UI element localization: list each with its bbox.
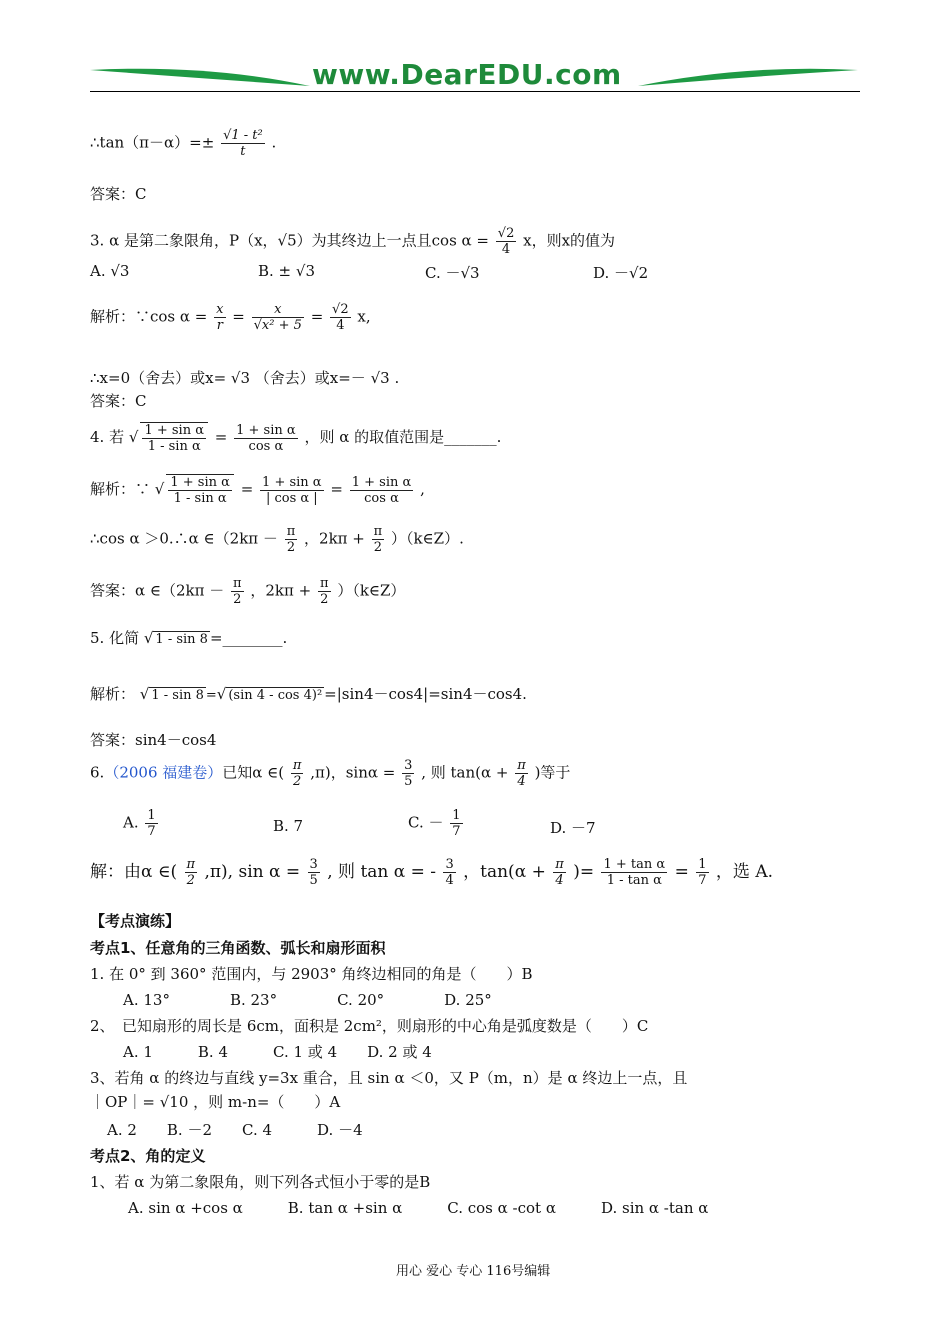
text: , [420, 480, 425, 498]
text: )等于 [534, 763, 571, 782]
solution-3 [90, 302, 371, 333]
q3-option-a: A. √3 [90, 262, 130, 280]
header-brand-logo: www.DearEDU.com [312, 58, 622, 91]
question-4 [90, 422, 501, 454]
text: ,π), sin α = [204, 862, 301, 882]
q6-option-c: C. － $\frac{1}{7}$ [408, 808, 461, 839]
exercise-1-options: A. 13° B. 23° C. 20° D. 25° [123, 991, 492, 1009]
text: =________. [209, 629, 288, 647]
fraction: $\frac{3}{4}$ [445, 857, 454, 888]
fraction: $\frac{√2}{4}$ [497, 226, 515, 257]
text: = [674, 862, 689, 882]
fraction: $\frac{x}{r}$ [216, 302, 224, 333]
exercise-2-options: A. 1 B. 4 C. 1 或 4 D. 2 或 4 [123, 1043, 432, 1061]
left-swoosh-decoration [88, 60, 313, 90]
fraction: $\frac{\text{1 + sin α}}{\text{| cos α |}}$ [262, 474, 322, 506]
text: ，2kπ + [250, 581, 312, 600]
sqrt-expression: √ $\frac{\text{1 + sin α}}{\text{1 - sin α}}$ [155, 474, 236, 506]
fraction: $\frac{\text{1 + sin α}}{\text{cos α}}$ [351, 474, 412, 506]
q6-option-d: D. －7 [550, 819, 596, 837]
answer-3: 答案：C [90, 392, 147, 410]
solution-6 [90, 857, 773, 888]
text: 5. 化简 [90, 629, 140, 647]
fraction: $\frac{\pi}{2}$ [233, 576, 242, 607]
radicand: 1 - sin 8 [155, 632, 208, 647]
solution-4 [90, 474, 425, 506]
text: =|sin4－cos4|=sin4－cos4. [324, 685, 527, 703]
radicand: 1 - sin 8 [151, 688, 204, 703]
exercise-3-cont: ｜OP｜= √10 ，则 m-n=（ ）A [90, 1093, 341, 1111]
header-rule [90, 91, 860, 92]
q6-option-b: B. 7 [273, 817, 304, 835]
text: ）（k∈Z）. [390, 529, 464, 548]
text: 已知α ∈( [222, 763, 285, 782]
fraction: $\frac{\pi}{2}$ [286, 524, 296, 555]
text: 解析： [90, 685, 136, 703]
text: 6. [90, 763, 105, 782]
fraction: $\frac{\pi}{2}$ [373, 524, 383, 555]
fraction: $\frac{\pi}{2}$ [319, 576, 329, 607]
text: = [310, 307, 324, 326]
text: 4. 若 [90, 428, 125, 446]
text: ，2kπ + [304, 529, 365, 548]
q3-option-c: C. －√3 [425, 264, 480, 282]
question-5: 5. 化简 √ 1 - sin 8 =________. [90, 629, 288, 647]
text: ）（k∈Z） [337, 581, 406, 600]
solution-3-conclusion: ∴x=0（舍去）或x= √3 （舍去）或x=－ √3 . [90, 369, 400, 387]
source-link[interactable]: （2006 福建卷） [104, 763, 223, 782]
question-6 [90, 758, 570, 789]
answer-5: 答案：sin4－cos4 [90, 731, 217, 749]
text: x, [357, 307, 371, 326]
fraction: $\frac{\text{1 + sin α}}{\text{cos α}}$ [236, 422, 296, 454]
section-heading: 【考点演练】 [90, 912, 181, 930]
kaodian-1-heading: 考点1、任意角的三角函数、弧长和扇形面积 [90, 939, 386, 957]
fraction: $\frac{3}{5}$ [309, 857, 318, 888]
answer-4 [90, 576, 405, 607]
kaodian-2-heading: 考点2、角的定义 [90, 1147, 206, 1165]
exercise-3: 3、若角 α 的终边与直线 y=3x 重合，且 sin α ＜0，又 P（m，n）是 α 终边上一点，且 [90, 1069, 688, 1087]
q3-option-d: D. －√2 [593, 264, 649, 282]
text: = [214, 428, 228, 446]
fraction: $\frac{\pi}{2}$ [186, 857, 196, 888]
fraction: $\frac{3}{5}$ [404, 758, 413, 789]
text: , 则 tan(α + [421, 763, 509, 782]
question-3 [90, 226, 615, 257]
fraction: $\frac{\text{√1 - t²}}{t}$ [223, 128, 263, 159]
text: . [271, 133, 277, 152]
text: 解析：∵ [90, 480, 151, 498]
fraction: $\frac{\pi}{2}$ [292, 758, 302, 789]
solution-line-tan [90, 128, 276, 159]
text: ，选 A. [715, 862, 774, 882]
solution-4-conclusion [90, 524, 464, 555]
fraction: $\frac{x}{\text{√x² + 5}}$ [253, 302, 302, 333]
exercise-f1-options: A. sin α +cos α B. tan α +sin α C. cos α -cot α D. sin α -tan α [128, 1199, 709, 1217]
exercise-2: 2、 已知扇形的周长是 6cm，面积是 2cm²，则扇形的中心角是弧度数是（ ）C [90, 1017, 649, 1035]
fraction: $\frac{√2}{4}$ [332, 302, 349, 333]
text: x，则x的值为 [523, 231, 616, 250]
fraction: $\frac{\pi}{4}$ [517, 758, 526, 789]
text: ，则 α 的取值范围是_______. [304, 428, 502, 446]
text: = [330, 480, 343, 498]
text: = [240, 480, 254, 498]
fraction: $\frac{1}{7}$ [698, 857, 707, 888]
fraction: $\frac{\text{1 + tan α}}{\text{1 - tan α}}$ [603, 857, 666, 888]
exercise-3-options: A. 2 B. －2 C. 4 D. －4 [107, 1121, 363, 1139]
text: ,π)，sinα = [310, 763, 396, 782]
right-swoosh-decoration [636, 60, 861, 90]
q6-option-a: A. $\frac{1}{7}$ [123, 808, 156, 839]
fraction: $\frac{1}{7}$ [452, 808, 461, 839]
fraction: $\frac{\pi}{4}$ [555, 857, 564, 888]
text: = [232, 307, 245, 326]
text: ∴cos α ＞0.∴α ∈（2kπ － [90, 529, 278, 548]
text: 3. α 是第二象限角，P（x，√5）为其终边上一点且cos α = [90, 231, 489, 250]
text: = [205, 688, 217, 703]
answer-2: 答案：C [90, 185, 147, 203]
text: 解析：∵cos α = [90, 307, 208, 326]
page-footer: 用心 爱心 专心 116号编辑 [396, 1264, 551, 1279]
text: 解：由α ∈( [90, 862, 178, 882]
sqrt-expression: √ $\frac{\text{1 + sin α}}{\text{1 - sin α}}$ [129, 422, 210, 454]
text: )= [573, 862, 595, 882]
exercise-1: 1. 在 0° 到 360° 范围内，与 2903° 角终边相同的角是（ ）B [90, 965, 533, 983]
text: 答案：α ∈（2kπ － [90, 581, 225, 600]
exercise-f1: 1、若 α 为第二象限角，则下列各式恒小于零的是B [90, 1173, 431, 1191]
radicand: (sin 4 - cos 4)² [228, 688, 323, 703]
text: , 则 tan α = - [327, 862, 437, 882]
solution-5: 解析： √ 1 - sin 8 =√ (sin 4 - cos 4)² =|sin4－cos4|=sin4－cos4. [90, 685, 527, 703]
text: ∴tan（π－α）=± [90, 133, 215, 152]
text: ，tan(α + [463, 862, 546, 882]
q3-option-b: B. ± √3 [258, 262, 315, 280]
fraction: $\frac{1}{7}$ [147, 808, 156, 839]
